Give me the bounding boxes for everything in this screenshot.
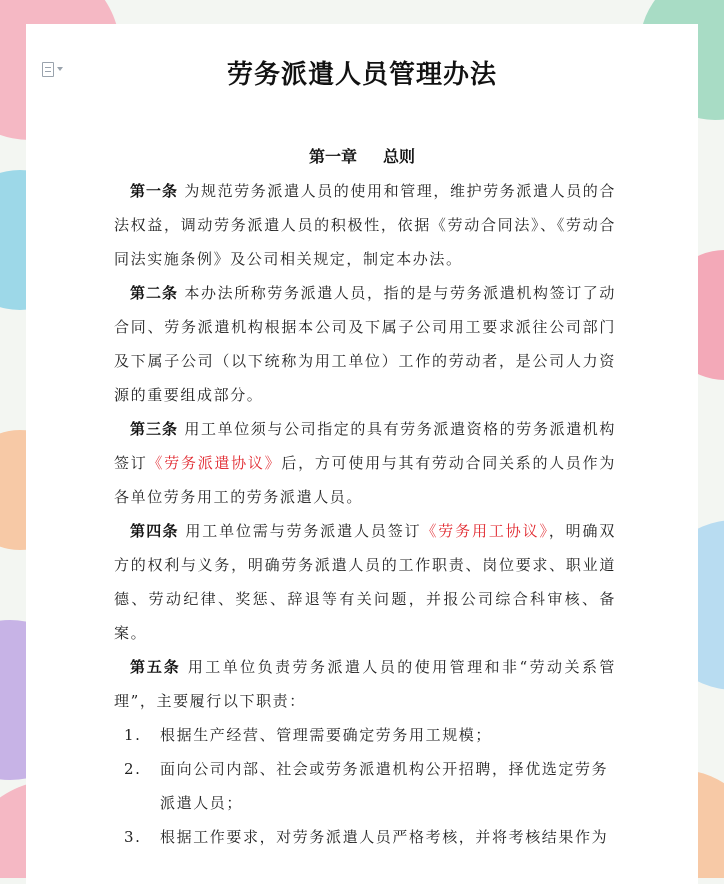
article-1 — [114, 174, 616, 276]
article-2 — [114, 276, 616, 412]
article-text: 用工单位需与劳务派遣人员签订 — [185, 522, 422, 540]
chapter-number: 第一章 — [308, 147, 357, 166]
highlighted-agreement: 《劳务用工协议》 — [421, 522, 549, 540]
highlighted-agreement: 《劳务派遣协议》 — [147, 454, 282, 472]
article-text: 用工单位负责劳务派遣人员的使用管理和非“劳动关系管理”，主要履行以下职责： — [114, 658, 617, 710]
document-page — [26, 24, 698, 884]
article-text: 用工单位须与公司指定的具有劳务派遣资格的劳务派遣机构签订 — [114, 420, 616, 472]
document-body — [114, 174, 616, 854]
list-item — [114, 752, 616, 820]
chapter-heading — [26, 144, 698, 167]
article-heading: 第一条 — [130, 182, 179, 200]
article-text: 后，方可使用与其有劳动合同关系的人员作为各单位劳务用工的劳务派遣人员。 — [114, 454, 616, 506]
article-text: 为规范劳务派遣人员的使用和管理，维护劳务派遣人员的合法权益，调动劳务派遣人员的积极性，依据《劳动合同法》、《劳动合同法实施条例》及公司相关规定，制定本办法。 — [114, 182, 616, 268]
list-item-number: 1. — [124, 726, 142, 744]
article-5 — [114, 650, 616, 718]
article-heading: 第三条 — [130, 420, 179, 438]
list-item-text: 面向公司内部、社会或劳务派遣机构公开招聘，择优选定劳务派遣人员； — [160, 760, 609, 812]
list-item — [114, 820, 616, 854]
chapter-name: 总则 — [383, 147, 416, 166]
list-item-number: 3. — [124, 828, 142, 846]
list-item — [114, 718, 616, 752]
article-4 — [114, 514, 616, 650]
list-item-text: 根据生产经营、管理需要确定劳务用工规模； — [160, 726, 493, 744]
article-text: ，明确双方的权利与义务，明确劳务派遣人员的工作职责、岗位要求、职业道德、劳动纪律、奖惩、辞退等有关问题，并报公司综合科审核、备案。 — [114, 522, 616, 642]
list-item-text: 根据工作要求，对劳务派遣人员严格考核，并将考核结果作为 — [160, 828, 609, 846]
article-heading: 第四条 — [130, 522, 179, 540]
article-heading: 第五条 — [130, 658, 181, 676]
article-text: 本办法所称劳务派遣人员，指的是与劳务派遣机构签订了动合同、劳务派遣机构根据本公司及下属子公司用工要求派往公司部门及下属子公司（以下统称为用工单位）工作的劳动者，是公司人力资源的重要组成部分。 — [114, 284, 616, 404]
list-item-number: 2. — [124, 760, 142, 778]
article-3 — [114, 412, 616, 514]
article-heading: 第二条 — [130, 284, 179, 302]
document-title: 劳务派遣人员管理办法 — [226, 60, 497, 90]
